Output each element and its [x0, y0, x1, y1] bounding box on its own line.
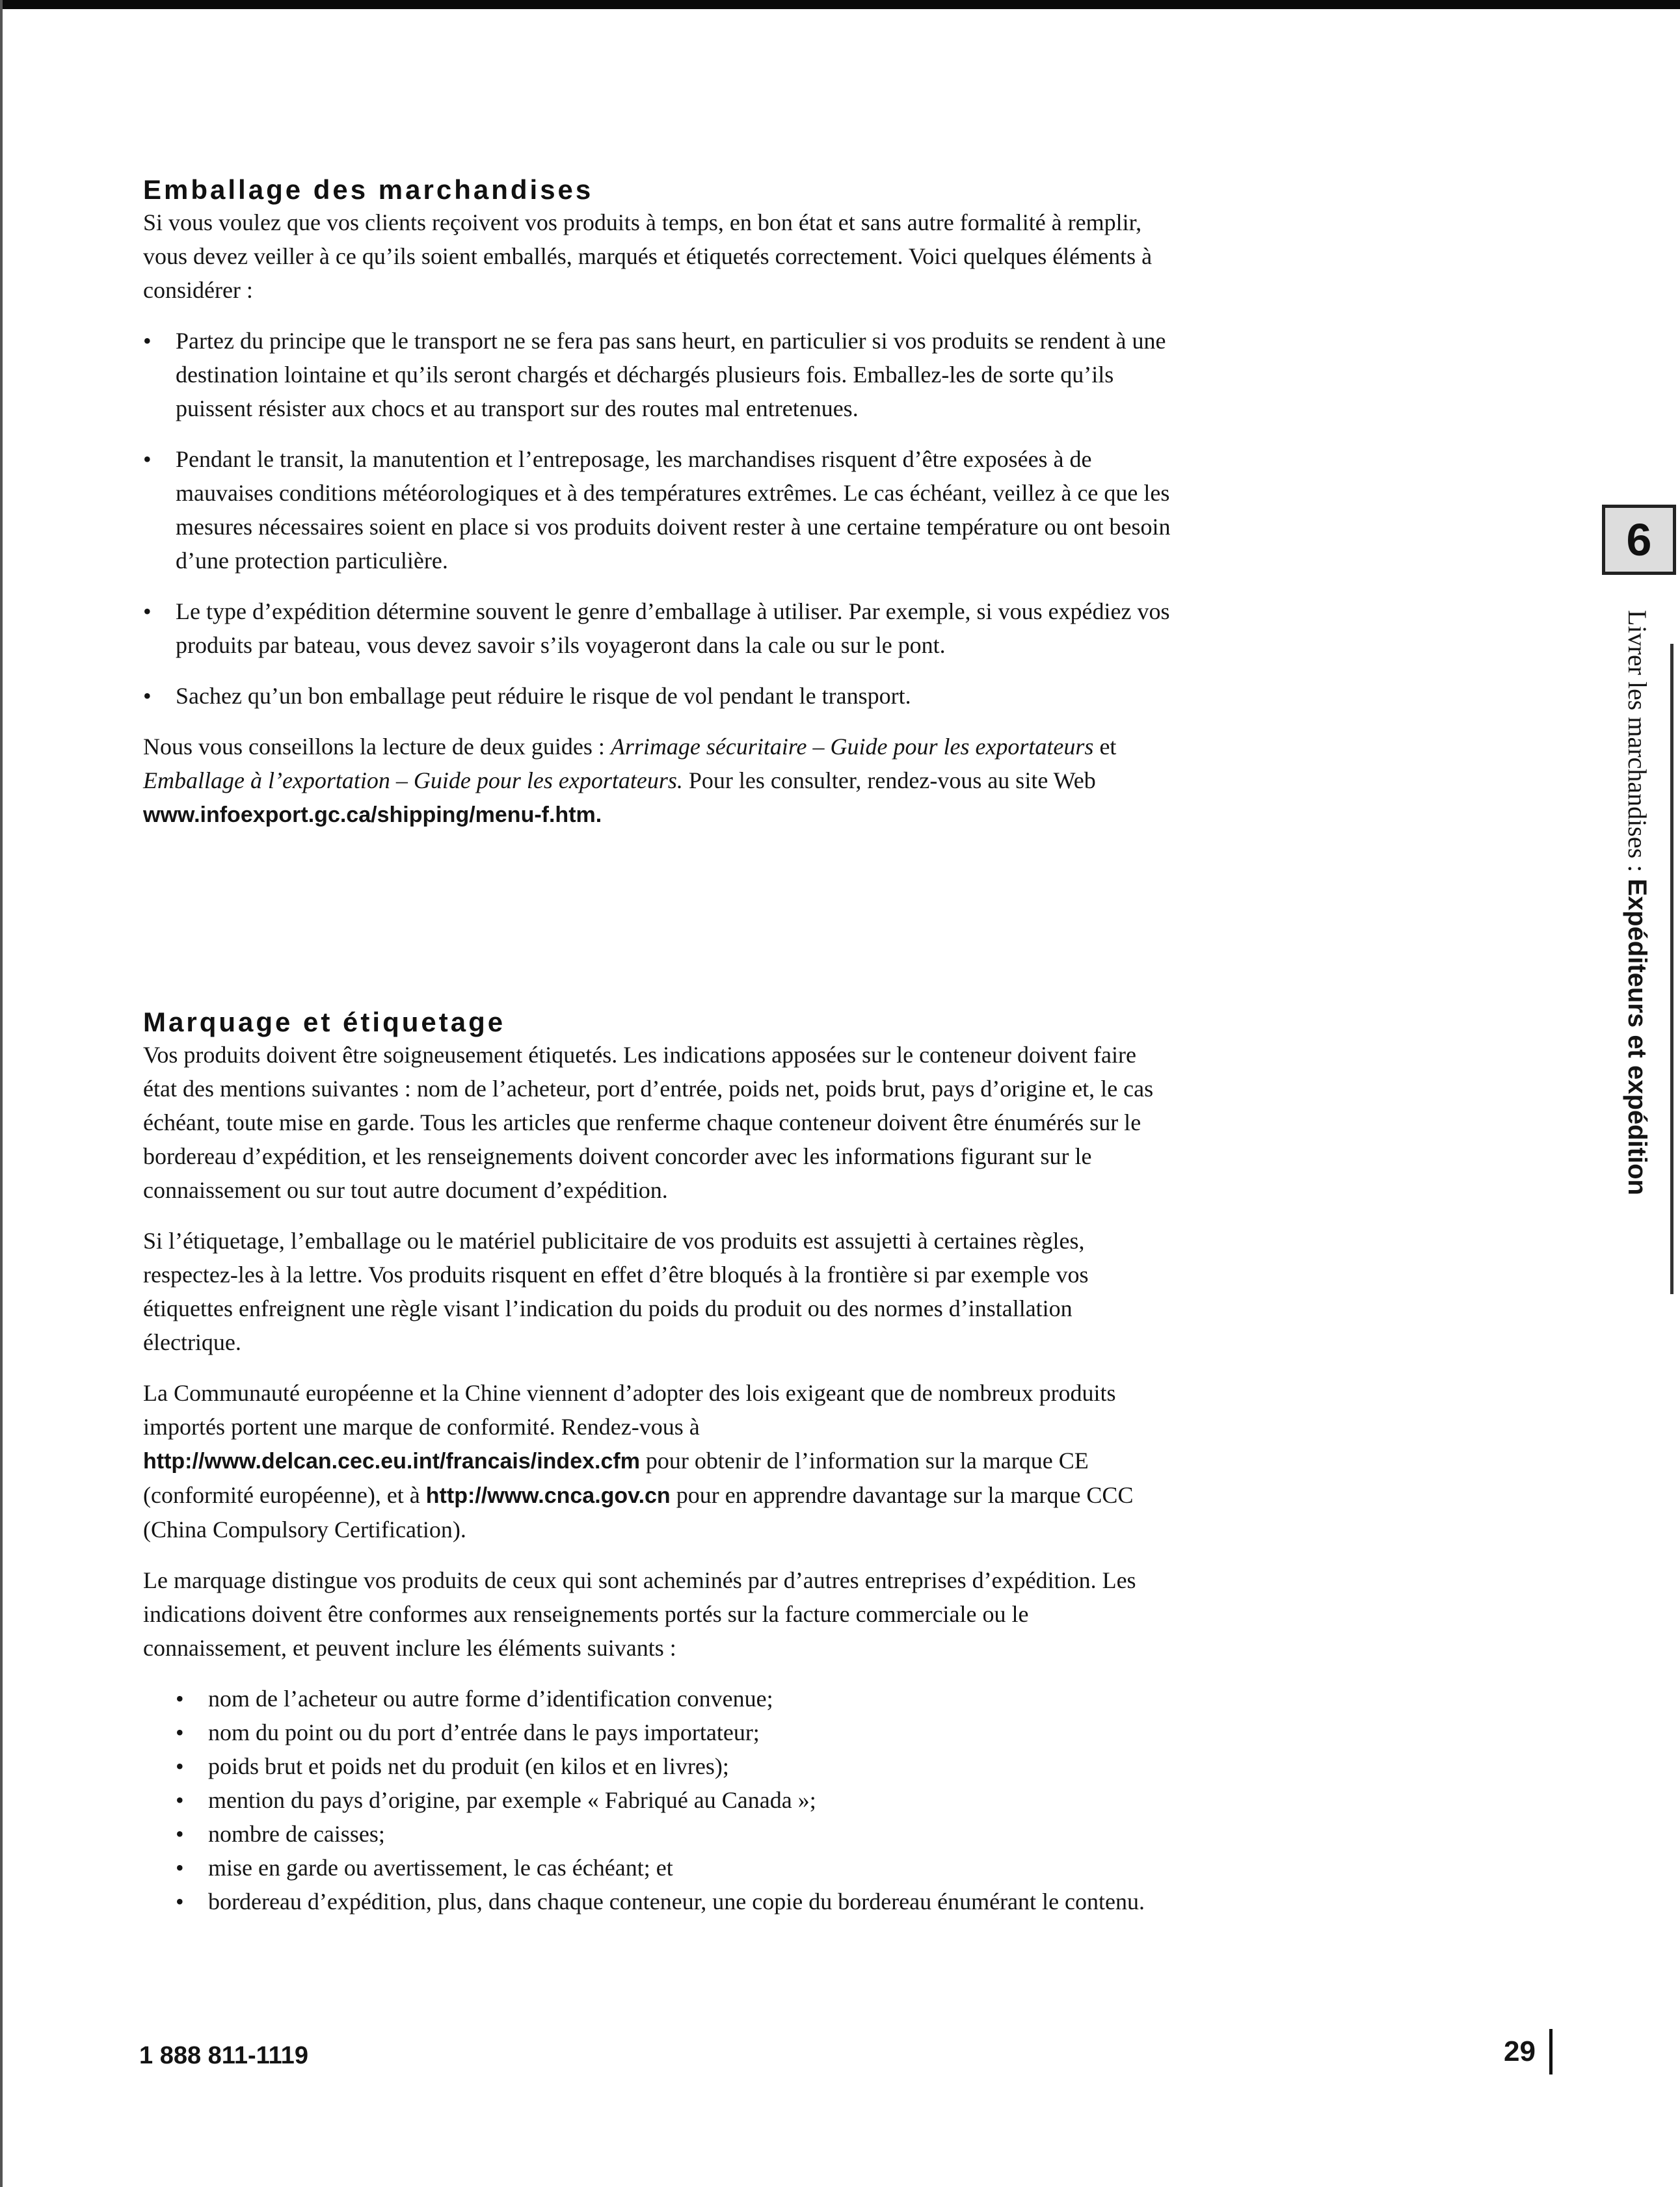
- page-number-bar: [1549, 2029, 1553, 2074]
- list-item: • Partez du principe que le transport ne se fera pas sans heurt, en particulier si vos produits se rendent à une destination lointaine et qu’ils seront chargés et déchargés plusieurs fois. Emballez-les de sorte qu’ils puissent résister aux chocs et au transport sur des routes mal entretenues.: [143, 324, 1171, 425]
- guide-title-arrimage: Arrimage sécuritaire – Guide pour les exportateurs: [610, 734, 1094, 760]
- list-item: • Pendant le transit, la manutention et l’entreposage, les marchandises risquent d’être exposées à de mauvaises conditions météorologiques et à des températures extrêmes. Le cas échéant, veillez à ce que les mesures nécessaires soient en place si vos produits doivent rester à une certaine température ou ont besoin d’une protection particulière.: [143, 442, 1171, 577]
- guide-title-emballage: Emballage à l’exportation – Guide pour les exportateurs.: [143, 767, 683, 793]
- list-item: • nom du point ou du port d’entrée dans le pays importateur;: [176, 1716, 1171, 1749]
- list-item: • nombre de caisses;: [176, 1817, 1171, 1851]
- list-item: • mise en garde ou avertissement, le cas échéant; et: [176, 1851, 1171, 1885]
- marquage-paragraph-3: La Communauté européenne et la Chine viennent d’adopter des lois exigeant que de nombreux produits importés portent une marque de conformité. Rendez-vous à http://www.delcan.cec.eu.int/francais/index.cfm pour obtenir de l’information sur la marque CE (conformité européenne), et à http://www.cnca.gov.cn pour en apprendre davantage sur la marque CCC (China Compulsory Certification).: [143, 1380, 1134, 1543]
- running-head: [1614, 610, 1660, 1247]
- list-item: • Le type d’expédition détermine souvent le genre d’emballage à utiliser. Par exemple, si vous expédiez vos produits par bateau, vous devez savoir s’ils voyageront dans la cale ou sur le pont.: [143, 594, 1171, 662]
- edge-rule: [1670, 644, 1673, 1294]
- marquage-paragraph-1: Vos produits doivent être soigneusement étiquetés. Les indications apposées sur le conteneur doivent faire état des mentions suivantes : nom de l’acheteur, port d’entrée, poids net, poids brut, pays d’origine et, le cas échéant, toute mise en garde. Tous les articles que renferme chaque conteneur doivent être énumérés sur le bordereau d’expédition, et les renseignements doivent concorder avec les informations figurant sur le connaissement ou sur tout autre document d’expédition.: [143, 1042, 1154, 1203]
- infoexport-link[interactable]: www.infoexport.gc.ca/shipping/menu-f.htm.: [143, 802, 602, 827]
- guides-paragraph: Nous vous conseillons la lecture de deux guides : Arrimage sécuritaire – Guide pour les exportateurs et Emballage à l’exportation – Guide pour les exportateurs. Pour les consulter, rendez-vous au site Web www.infoexport.gc.ca/shipping/menu-f.htm.: [143, 734, 1117, 827]
- intro-paragraph: Si vous voulez que vos clients reçoivent vos produits à temps, en bon état et sans autre formalité à remplir, vous devez veiller à ce qu’ils soient emballés, marqués et étiquetés correctement. Voici quelques éléments à considérer :: [143, 209, 1153, 303]
- page-number: 29: [1504, 2035, 1536, 2067]
- left-border-rule: [0, 0, 3, 2187]
- marquage-paragraph-4: Le marquage distingue vos produits de ceux qui sont acheminés par d’autres entreprises d’expédition. Les indications doivent être conformes aux renseignements portés sur la facture commerciale ou le connaissement, et peuvent inclure les éléments suivants :: [143, 1567, 1136, 1661]
- section-heading-emballage: Emballage des marchandises: [143, 174, 594, 205]
- list-item: • poids brut et poids net du produit (en kilos et en livres);: [176, 1749, 1171, 1783]
- footer-phone: 1 888 811-1119: [139, 2042, 308, 2069]
- running-head-regular: Livrer les marchandises :: [1623, 610, 1652, 879]
- running-head-bold: Expéditeurs et expédition: [1623, 879, 1651, 1195]
- section-emballage: [143, 174, 1171, 832]
- marking-items-list: [176, 1682, 1171, 1918]
- list-item: • bordereau d’expédition, plus, dans chaque conteneur, une copie du bordereau énumérant le contenu.: [176, 1885, 1171, 1918]
- marquage-paragraph-2: Si l’étiquetage, l’emballage ou le matériel publicitaire de vos produits est assujetti à certaines règles, respectez-les à la lettre. Vos produits risquent en effet d’être bloqués à la frontière si par exemple vos étiquettes enfreignent une règle visant l’indication du poids du produit ou des normes d’installation électrique.: [143, 1228, 1089, 1355]
- top-border-rule: [0, 0, 1680, 9]
- section-marquage: [143, 1007, 1171, 1918]
- list-item: • mention du pays d’origine, par exemple « Fabriqué au Canada »;: [176, 1783, 1171, 1817]
- section-heading-marquage: Marquage et étiquetage: [143, 1007, 506, 1037]
- packaging-bullet-list: [143, 324, 1171, 713]
- cnca-link[interactable]: http://www.cnca.gov.cn: [425, 1483, 671, 1508]
- chapter-number-badge: 6: [1602, 505, 1676, 575]
- list-item: • nom de l’acheteur ou autre forme d’identification convenue;: [176, 1682, 1171, 1716]
- list-item: • Sachez qu’un bon emballage peut réduire le risque de vol pendant le transport.: [143, 679, 1171, 713]
- delcan-link[interactable]: http://www.delcan.cec.eu.int/francais/index.cfm: [143, 1449, 640, 1474]
